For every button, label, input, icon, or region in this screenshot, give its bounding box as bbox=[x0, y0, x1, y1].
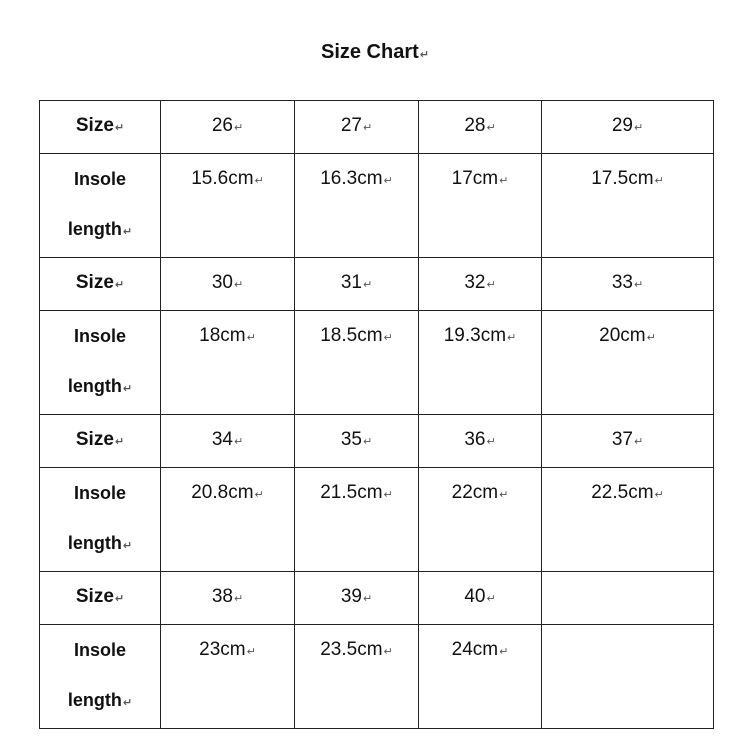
page-title bbox=[0, 38, 750, 69]
insole-label-line2-wrap bbox=[40, 518, 160, 571]
paragraph-mark-icon: ↵ bbox=[114, 122, 125, 134]
insole-length-cell bbox=[542, 468, 714, 572]
insole-length-cell bbox=[542, 311, 714, 415]
insole-length-value: 21.5cm bbox=[320, 482, 383, 503]
size-value: 27 bbox=[340, 115, 362, 136]
insole-length-row-label bbox=[40, 154, 161, 258]
size-row-label bbox=[40, 101, 161, 154]
paragraph-mark-icon: ↵ bbox=[499, 489, 509, 501]
insole-length-cell bbox=[295, 468, 419, 572]
paragraph-mark-icon: ↵ bbox=[114, 593, 125, 605]
insole-length-value: 17cm bbox=[451, 168, 499, 189]
insole-label-line2: length bbox=[67, 533, 122, 553]
size-cell bbox=[542, 572, 714, 625]
insole-label-line1: Insole bbox=[73, 326, 126, 346]
size-label-text: Size bbox=[75, 272, 114, 293]
size-row bbox=[40, 258, 714, 311]
size-row bbox=[40, 101, 714, 154]
size-cell bbox=[295, 258, 419, 311]
insole-length-row-label bbox=[40, 625, 161, 729]
paragraph-mark-icon: ↵ bbox=[246, 332, 256, 344]
size-value: 28 bbox=[464, 115, 486, 136]
paragraph-mark-icon: ↵ bbox=[419, 49, 430, 61]
insole-length-value: 23.5cm bbox=[320, 639, 383, 660]
insole-length-row bbox=[40, 154, 714, 258]
insole-length-cell bbox=[161, 154, 295, 258]
insole-label-line2-wrap bbox=[40, 361, 160, 414]
insole-length-value: 18.5cm bbox=[320, 325, 383, 346]
size-cell bbox=[161, 258, 295, 311]
insole-label-line2: length bbox=[67, 376, 122, 396]
paragraph-mark-icon: ↵ bbox=[499, 175, 509, 187]
size-cell bbox=[161, 101, 295, 154]
paragraph-mark-icon: ↵ bbox=[233, 122, 244, 134]
size-chart-table bbox=[39, 100, 714, 729]
size-label-text: Size bbox=[75, 586, 114, 607]
paragraph-mark-icon: ↵ bbox=[383, 646, 393, 658]
size-cell bbox=[295, 572, 419, 625]
paragraph-mark-icon: ↵ bbox=[633, 436, 644, 448]
title-text: Size Chart bbox=[320, 41, 419, 63]
size-cell bbox=[542, 258, 714, 311]
insole-length-value: 18cm bbox=[199, 325, 246, 346]
size-value: 31 bbox=[340, 272, 362, 293]
size-label-text: Size bbox=[75, 429, 114, 450]
insole-length-value: 15.6cm bbox=[191, 168, 254, 189]
insole-length-row bbox=[40, 468, 714, 572]
size-value: 35 bbox=[340, 429, 362, 450]
insole-label-line2: length bbox=[67, 690, 122, 710]
size-value: 36 bbox=[464, 429, 486, 450]
size-row-label bbox=[40, 415, 161, 468]
size-value: 30 bbox=[211, 272, 233, 293]
paragraph-mark-icon: ↵ bbox=[362, 436, 373, 448]
size-value: 38 bbox=[211, 586, 233, 607]
insole-length-row-label bbox=[40, 468, 161, 572]
size-cell bbox=[295, 101, 419, 154]
paragraph-mark-icon: ↵ bbox=[486, 122, 496, 134]
insole-length-row bbox=[40, 625, 714, 729]
paragraph-mark-icon: ↵ bbox=[233, 593, 244, 605]
paragraph-mark-icon: ↵ bbox=[122, 383, 133, 395]
size-value: 34 bbox=[211, 429, 233, 450]
insole-length-cell bbox=[161, 468, 295, 572]
insole-length-cell bbox=[419, 311, 542, 415]
size-cell bbox=[419, 572, 542, 625]
size-value: 37 bbox=[611, 429, 633, 450]
size-label-text: Size bbox=[75, 115, 114, 136]
paragraph-mark-icon: ↵ bbox=[362, 593, 373, 605]
paragraph-mark-icon: ↵ bbox=[654, 175, 664, 187]
paragraph-mark-icon: ↵ bbox=[362, 122, 373, 134]
insole-length-cell bbox=[542, 154, 714, 258]
paragraph-mark-icon: ↵ bbox=[122, 540, 133, 552]
insole-length-row bbox=[40, 311, 714, 415]
insole-length-cell bbox=[295, 311, 419, 415]
insole-label-line2-wrap bbox=[40, 675, 160, 728]
paragraph-mark-icon: ↵ bbox=[499, 646, 509, 658]
size-cell bbox=[419, 415, 542, 468]
size-row-label bbox=[40, 258, 161, 311]
insole-length-value: 22.5cm bbox=[591, 482, 654, 503]
insole-label-line2: length bbox=[67, 219, 122, 239]
paragraph-mark-icon: ↵ bbox=[114, 436, 125, 448]
size-cell bbox=[419, 101, 542, 154]
paragraph-mark-icon: ↵ bbox=[633, 122, 644, 134]
size-value: 32 bbox=[464, 272, 486, 293]
paragraph-mark-icon: ↵ bbox=[122, 697, 133, 709]
paragraph-mark-icon: ↵ bbox=[486, 279, 496, 291]
paragraph-mark-icon: ↵ bbox=[254, 489, 264, 501]
size-row bbox=[40, 415, 714, 468]
insole-label-line1: Insole bbox=[73, 640, 126, 660]
insole-length-cell bbox=[161, 625, 295, 729]
size-value: 39 bbox=[340, 586, 362, 607]
paragraph-mark-icon: ↵ bbox=[254, 175, 264, 187]
insole-label-line1: Insole bbox=[73, 169, 126, 189]
size-value: 26 bbox=[211, 115, 233, 136]
paragraph-mark-icon: ↵ bbox=[233, 279, 244, 291]
insole-length-value: 17.5cm bbox=[591, 168, 654, 189]
size-value: 33 bbox=[611, 272, 633, 293]
paragraph-mark-icon: ↵ bbox=[114, 279, 125, 291]
insole-length-value: 24cm bbox=[451, 639, 499, 660]
size-cell bbox=[542, 101, 714, 154]
insole-length-value: 19.3cm bbox=[443, 325, 507, 346]
insole-length-cell bbox=[419, 625, 542, 729]
paragraph-mark-icon: ↵ bbox=[383, 332, 393, 344]
size-value: 40 bbox=[464, 586, 486, 607]
size-value: 29 bbox=[611, 115, 633, 136]
size-cell bbox=[161, 415, 295, 468]
insole-label-line2-wrap bbox=[40, 204, 160, 257]
paragraph-mark-icon: ↵ bbox=[233, 436, 244, 448]
paragraph-mark-icon: ↵ bbox=[122, 226, 133, 238]
size-row-label bbox=[40, 572, 161, 625]
size-row bbox=[40, 572, 714, 625]
paragraph-mark-icon: ↵ bbox=[383, 489, 393, 501]
insole-length-value: 20.8cm bbox=[191, 482, 254, 503]
size-cell bbox=[161, 572, 295, 625]
paragraph-mark-icon: ↵ bbox=[486, 593, 496, 605]
insole-length-cell bbox=[161, 311, 295, 415]
size-cell bbox=[542, 415, 714, 468]
insole-length-row-label bbox=[40, 311, 161, 415]
size-cell bbox=[295, 415, 419, 468]
insole-length-cell bbox=[419, 468, 542, 572]
paragraph-mark-icon: ↵ bbox=[246, 646, 256, 658]
insole-length-cell bbox=[542, 625, 714, 729]
paragraph-mark-icon: ↵ bbox=[654, 489, 664, 501]
insole-length-value: 16.3cm bbox=[320, 168, 383, 189]
paragraph-mark-icon: ↵ bbox=[633, 279, 644, 291]
paragraph-mark-icon: ↵ bbox=[486, 436, 496, 448]
paragraph-mark-icon: ↵ bbox=[383, 175, 393, 187]
insole-length-value: 20cm bbox=[599, 325, 646, 346]
insole-length-cell bbox=[419, 154, 542, 258]
insole-length-value: 22cm bbox=[451, 482, 499, 503]
insole-label-line1: Insole bbox=[73, 483, 126, 503]
size-cell bbox=[419, 258, 542, 311]
paragraph-mark-icon: ↵ bbox=[507, 332, 517, 344]
paragraph-mark-icon: ↵ bbox=[362, 279, 373, 291]
insole-length-cell bbox=[295, 154, 419, 258]
paragraph-mark-icon: ↵ bbox=[646, 332, 656, 344]
insole-length-cell bbox=[295, 625, 419, 729]
size-chart-body bbox=[40, 101, 714, 729]
insole-length-value: 23cm bbox=[199, 639, 246, 660]
